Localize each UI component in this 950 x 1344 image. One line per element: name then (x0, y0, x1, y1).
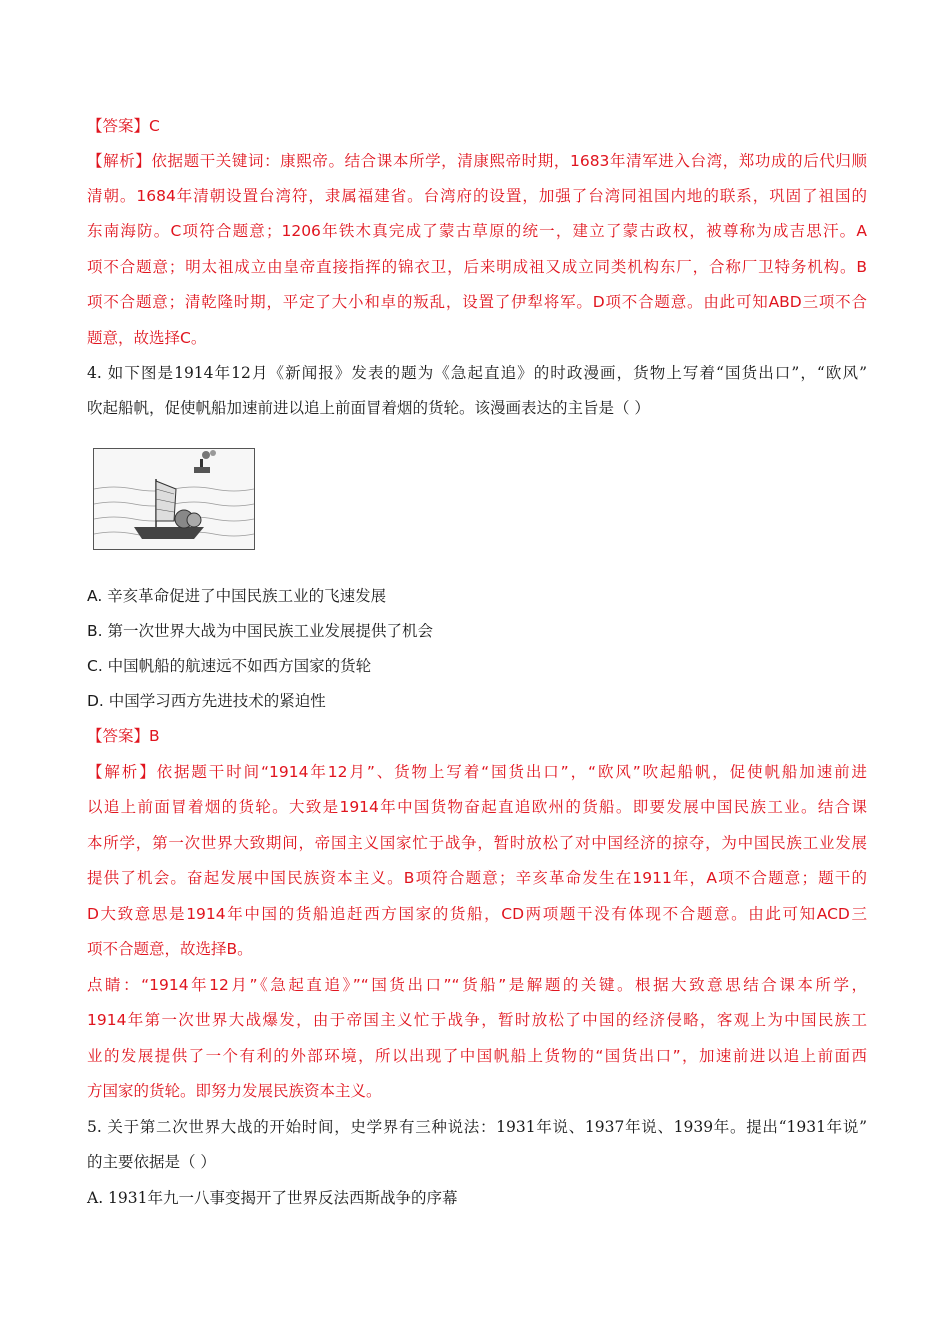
option-4-c: C. 中国帆船的航速远不如西方国家的货轮 (87, 657, 372, 675)
analysis-q3-line-3: 东南海防。C项符合题意；1206年铁木真完成了蒙古草原的统一，建立了蒙古政权，被尊称为成吉思汗。A (87, 222, 867, 240)
cartoon-drawing (94, 449, 254, 549)
tip-q4-line-1: 点睛：“1914年12月”《急起直追》”“国货出口”“货船”是解题的关键。根据大致意思结合课本所学， (87, 976, 867, 994)
analysis-q4-line-6: 项不合题意，故选择B。 (87, 940, 253, 958)
analysis-q3-line-6: 题意，故选择C。 (87, 329, 207, 347)
analysis-q3-line-2: 清朝。1684年清朝设置台湾符，隶属福建省。台湾府的设置，加强了台湾同祖国内地的联系，巩固了祖国的 (87, 187, 867, 205)
analysis-q3-line-1: 【解析】依据题干关键词：康熙帝。结合课本所学，清康熙帝时期，1683年清军进入台湾，郑功成的后代归顺 (87, 152, 867, 170)
analysis-q4-line-1: 【解析】依据题干时间“1914年12月”、货物上写着“国货出口”，“欧风”吹起船帆，促使帆船加速前进 (87, 763, 867, 781)
option-4-a: A. 辛亥革命促进了中国民族工业的飞速发展 (87, 587, 387, 605)
analysis-q3-line-4: 项不合题意；明太祖成立由皇帝直接指挥的锦衣卫，后来明成祖又成立同类机构东厂，合称厂卫特务机构。B (87, 258, 867, 276)
tip-q4-line-3: 业的发展提供了一个有利的外部环境，所以出现了中国帆船上货物的“国货出口”，加速前进以追上前面西 (87, 1047, 867, 1065)
question-5-stem-line-2: 的主要依据是（ ） (87, 1153, 216, 1171)
question-5-stem-line-1: 5. 关于第二次世界大战的开始时间，史学界有三种说法：1931年说、1937年说、1939年。提出“1931年说” (87, 1118, 867, 1136)
answer-label-q3: 【答案】C (87, 117, 160, 135)
option-4-d: D. 中国学习西方先进技术的紧迫性 (87, 692, 326, 710)
option-5-a: A. 1931年九一八事变揭开了世界反法西斯战争的序幕 (87, 1189, 458, 1207)
analysis-q4-line-5: D大致意思是1914年中国的货船追赶西方国家的货船，CD两项题干没有体现不合题意。由此可知ACD三 (87, 905, 867, 923)
tip-q4-line-2: 1914年第一次世界大战爆发，由于帝国主义忙于战争，暂时放松了中国的经济侵略，客观上为中国民族工 (87, 1011, 867, 1029)
option-4-b: B. 第一次世界大战为中国民族工业发展提供了机会 (87, 622, 433, 640)
analysis-q4-line-2: 以追上前面冒着烟的货轮。大致是1914年中国货物奋起直追欧州的货船。即要发展中国民族工业。结合课 (87, 798, 867, 816)
analysis-q3-line-5: 项不合题意；清乾隆时期，平定了大小和卓的叛乱，设置了伊犁将军。D项不合题意。由此可知ABD三项不合 (87, 293, 867, 311)
cartoon-image (93, 448, 255, 550)
question-4-stem-line-2: 吹起船帆，促使帆船加速前进以追上前面冒着烟的货轮。该漫画表达的主旨是（ ） (87, 399, 650, 417)
tip-q4-line-4: 方国家的货轮。即努力发展民族资本主义。 (87, 1082, 382, 1100)
analysis-q4-line-3: 本所学，第一次世界大致期间，帝国主义国家忙于战争，暂时放松了对中国经济的掠夺，为中国民族工业发展 (87, 834, 867, 852)
question-4-stem-line-1: 4. 如下图是1914年12月《新闻报》发表的题为《急起直追》的时政漫画，货物上写着“国货出口”，“欧风” (87, 364, 867, 382)
answer-label-q4: 【答案】B (87, 727, 160, 745)
analysis-q4-line-4: 提供了机会。奋起发展中国民族资本主义。B项符合题意；辛亥革命发生在1911年，A项不合题意；题干的 (87, 869, 867, 887)
